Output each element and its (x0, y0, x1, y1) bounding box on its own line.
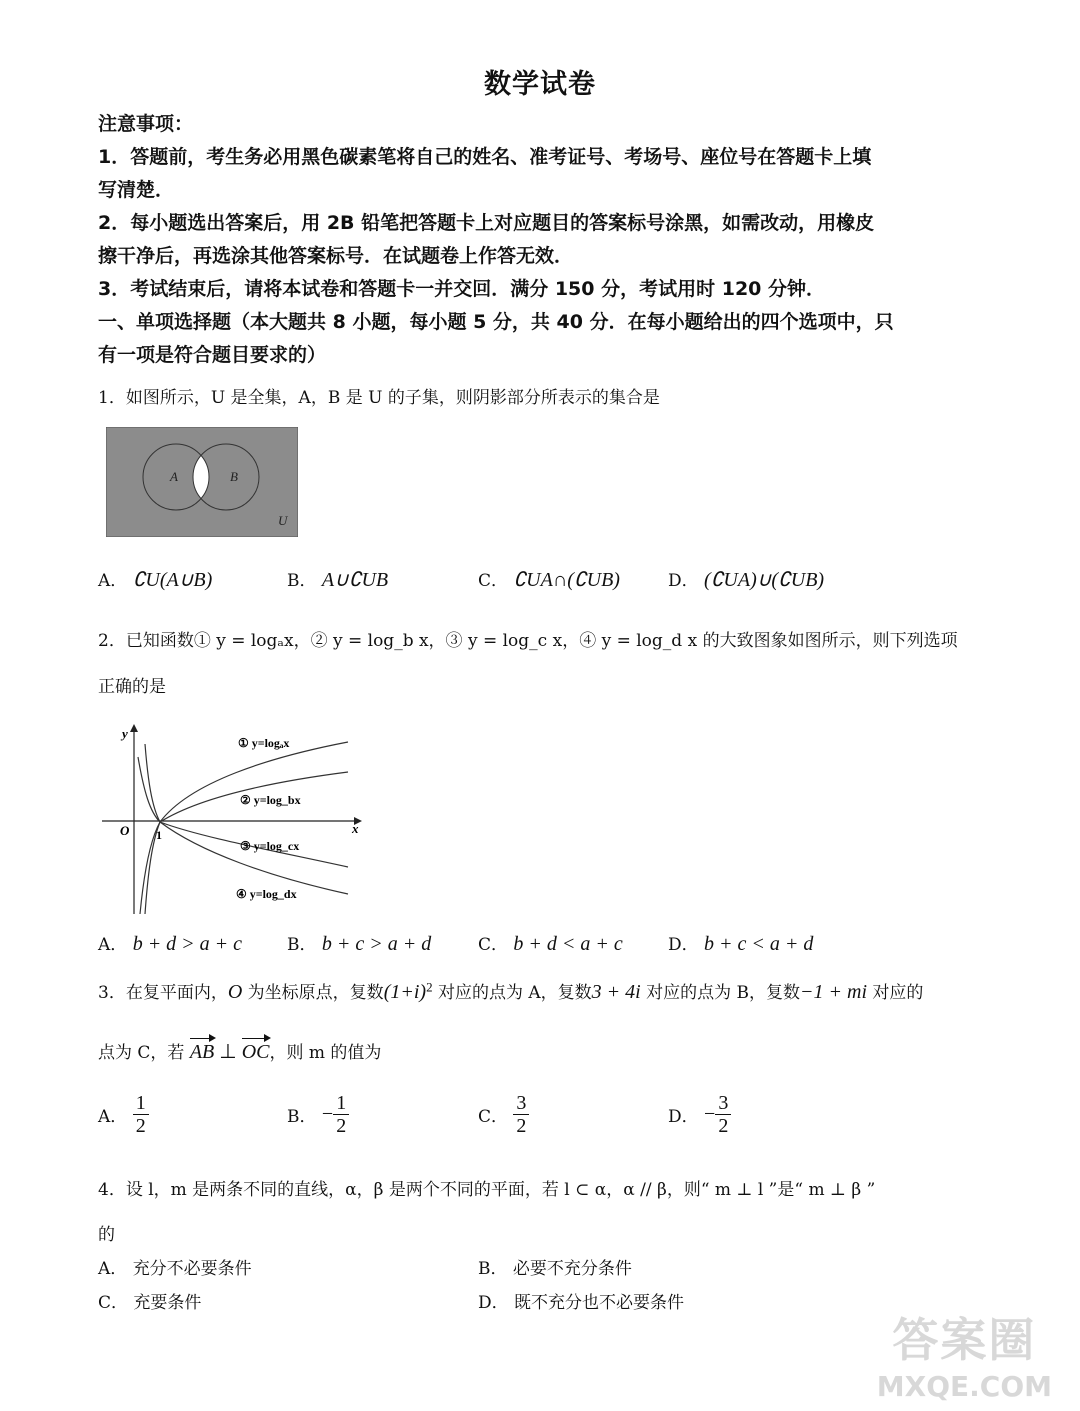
q2-log-graph (100, 722, 365, 917)
venn-label-b: B (230, 469, 238, 484)
curve-label-2: ② y=log_bx (240, 793, 301, 807)
q4-option-d[interactable]: D． 既不充分也不必要条件 (478, 1293, 685, 1313)
q3-stem-line-1: 3．在复平面内，O 为坐标原点，复数$(1+i)^2$ 对应的点为 A，复数3 + 4i 对应的点为 B，复数−1 + mi 对应的 (98, 979, 924, 1003)
graph-x-label: x (352, 821, 359, 836)
q2-stem-line-1: 2．已知函数① y = logₐx，② y = log_b x，③ y = log_c x，④ y = log_d x 的大致图象如图所示，则下列选项 (98, 631, 958, 651)
page-title: 数学试卷 (484, 69, 596, 100)
q3-stem-line-2: 点为 C，若 AB ⊥ OC，则 m 的值为 (98, 1041, 382, 1063)
q4-stem-line-2: 的 (98, 1225, 115, 1245)
vector-oc: OC (241, 1041, 270, 1063)
q2-option-b[interactable]: B． b + c > a + d (287, 933, 432, 955)
q2-option-c[interactable]: C． b + d < a + c (478, 933, 623, 955)
q3-option-c[interactable]: C． $\frac{3}{2}$ (478, 1092, 529, 1137)
vector-ab: AB (189, 1041, 215, 1063)
graph-y-label: y (122, 726, 128, 741)
venn-label-u: U (278, 513, 288, 528)
fraction: $\frac{3}{2}$ (513, 1092, 529, 1137)
venn-label-a: A (170, 469, 178, 484)
q2-stem-line-2: 正确的是 (98, 677, 166, 697)
section-heading-line-1: 一、单项选择题（本大题共 8 小题，每小题 5 分，共 40 分．在每小题给出的四个选项中，只 (98, 311, 894, 333)
q4-option-c[interactable]: C． 充要条件 (98, 1293, 202, 1313)
q1-stem: 1．如图所示，U 是全集，A，B 是 U 的子集，则阴影部分所表示的集合是 (98, 388, 660, 408)
q1-option-c[interactable]: C． ∁UA∩(∁UB) (478, 569, 620, 591)
q1-option-b[interactable]: B． A∪∁UB (287, 569, 389, 591)
q4-stem-line-1: 4．设 l，m 是两条不同的直线，α，β 是两个不同的平面，若 l ⊂ α，α // β，则“ m ⊥ l ”是“ m ⊥ β ” (98, 1180, 876, 1200)
fraction: $\frac{3}{2}$ (715, 1092, 731, 1137)
section-heading-line-2: 有一项是符合题目要求的） (98, 344, 327, 366)
q1-venn-diagram (106, 427, 298, 537)
q2-option-d[interactable]: D． b + c < a + d (668, 933, 814, 955)
notice-item-3: 3．考试结束后，请将本试卷和答题卡一并交回．满分 150 分，考试用时 120 分钟． (98, 278, 826, 300)
q3-option-a[interactable]: A． $\frac{1}{2}$ (98, 1092, 149, 1137)
graph-origin-label: O (120, 823, 130, 838)
graph-one-label: 1 (156, 828, 162, 842)
curve-label-4: ④ y=log_dx (236, 887, 297, 901)
notice-item-1-line-2: 写清楚． (98, 179, 175, 201)
notice-heading: 注意事项： (98, 113, 194, 135)
q1-option-d[interactable]: D． (∁UA)∪(∁UB) (668, 569, 825, 591)
q2-option-a[interactable]: A． b + d > a + c (98, 933, 243, 955)
q1-option-a[interactable]: A． ∁U(A∪B) (98, 569, 213, 591)
curve-label-1: ① y=logₐx (238, 736, 290, 750)
notice-block (98, 108, 988, 372)
notice-item-2-line-2: 擦干净后，再选涂其他答案标号．在试题卷上作答无效． (98, 245, 574, 267)
q3-option-b[interactable]: B． − $\frac{1}{2}$ (287, 1092, 349, 1137)
q4-option-b[interactable]: B． 必要不充分条件 (478, 1259, 632, 1279)
watermark-logo: 答案圈 MXQE.COM (876, 1313, 1052, 1403)
notice-item-2-line-1: 2．每小题选出答案后，用 2B 铅笔把答题卡上对应题目的答案标号涂黑，如需改动，用橡皮 (98, 212, 875, 234)
curve-label-3: ③ y=log_cx (240, 839, 300, 853)
notice-item-1-line-1: 1．答题前，考生务必用黑色碳素笔将自己的姓名、准考证号、考场号、座位号在答题卡上填 (98, 146, 872, 168)
graph-y-arrow (130, 724, 138, 732)
q3-option-d[interactable]: D． − $\frac{3}{2}$ (668, 1092, 731, 1137)
fraction: $\frac{1}{2}$ (333, 1092, 349, 1137)
fraction: $\frac{1}{2}$ (133, 1092, 149, 1137)
q4-option-a[interactable]: A． 充分不必要条件 (98, 1259, 252, 1279)
